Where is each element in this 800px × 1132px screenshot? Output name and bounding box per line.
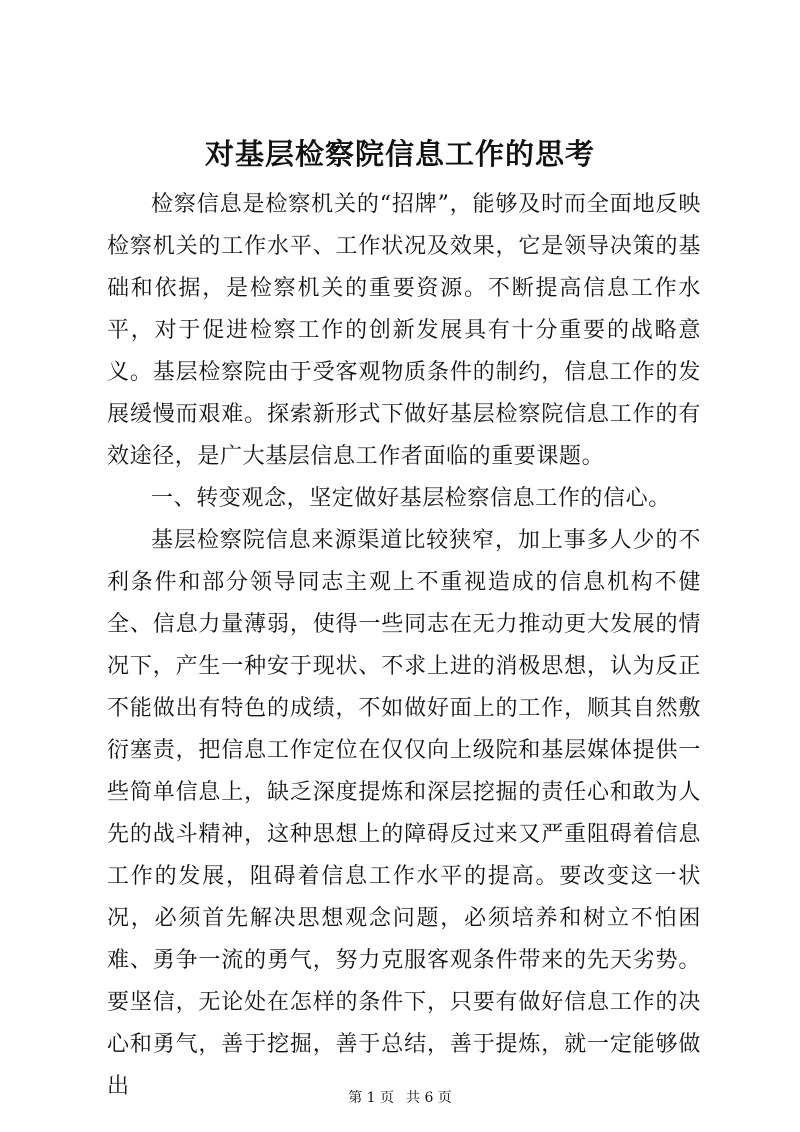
document-body [107, 184, 701, 1108]
paragraph-body: 基层检察院信息来源渠道比较狭窄，加上事多人少的不利条件和部分领导同志主观上不重视造成的信息机构不健全、信息力量薄弱，使得一些同志在无力推动更大发展的情况下，产生一种安于现状、不求上进的消极思想，认为反正不能做出有特色的成绩，不如做好面上的工作，顺其自然敷衍塞责，把信息工作定位在仅仅向上级院和基层媒体提供一些简单信息上，缺乏深度提炼和深层挖掘的责任心和敢为人先的战斗精神，这种思想上的障碍反过来又严重阻碍着信息工作的发展，阻碍着信息工作水平的提高。要改变这一状况，必须首先解决思想观念问题，必须培养和树立不怕困难、勇争一流的勇气，努力克服客观条件带来的先天劣势。要坚信，无论处在怎样的条件下，只要有做好信息工作的决心和勇气，善于挖掘，善于总结，善于提炼，就一定能够做出 [107, 528, 701, 1099]
document-title: 对基层检察院信息工作的思考 [204, 137, 595, 171]
page-number: 第 1 页 [348, 1090, 394, 1106]
page-total: 共 6 页 [406, 1090, 452, 1106]
paragraph-section-heading: 一、转变观念，坚定做好基层检察信息工作的信心。 [151, 486, 671, 511]
paragraph-intro: 检察信息是检察机关的“招牌”，能够及时而全面地反映检察机关的工作水平、工作状况及效果，它是领导决策的基础和依据，是检察机关的重要资源。不断提高信息工作水平，对于促进检察工作的创新发展具有十分重要的战略意义。基层检察院由于受客观物质条件的制约，信息工作的发展缓慢而艰难。探索新形式下做好基层检察院信息工作的有效途径，是广大基层信息工作者面临的重要课题。 [107, 192, 701, 469]
page-footer [0, 1088, 800, 1108]
